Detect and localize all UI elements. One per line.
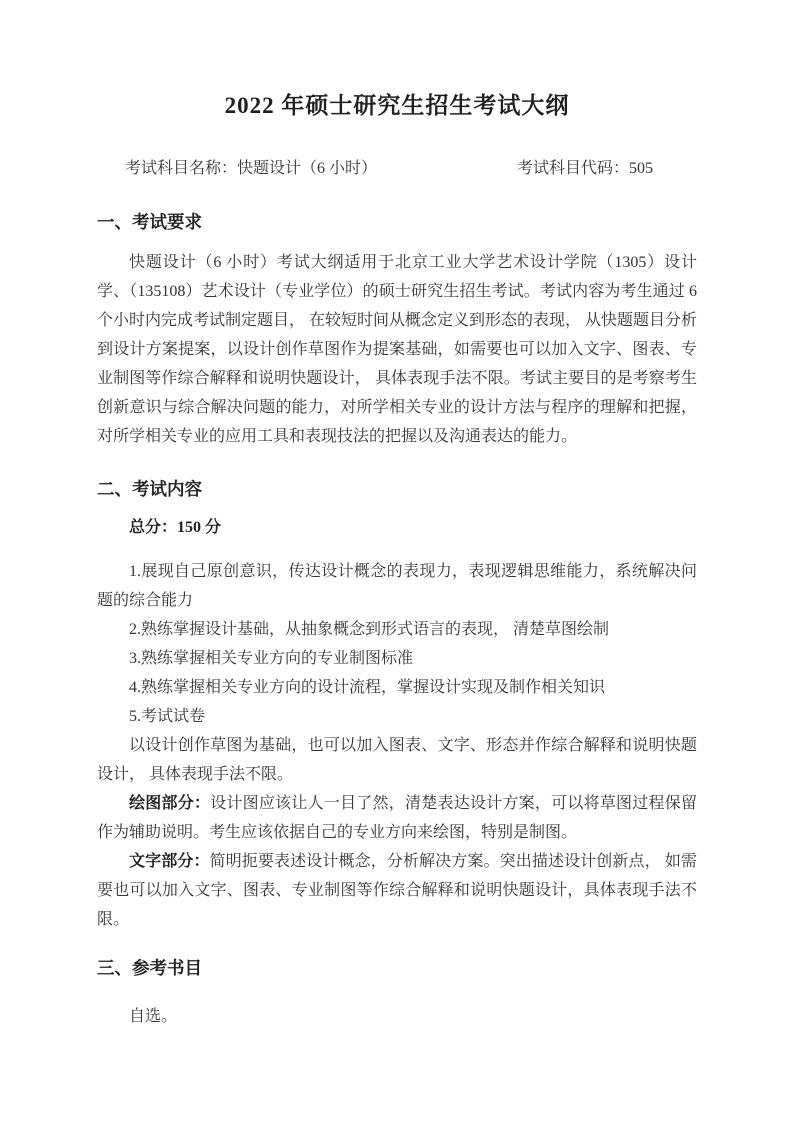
exam-paper-paragraph: 以设计创作草图为基础，也可以加入图表、文字、形态并作综合解释和说明快题设计， 具体表现手法不限。 (97, 737, 697, 783)
text-part-paragraph (97, 847, 697, 934)
references-paragraph: 自选。 (129, 1008, 178, 1025)
text-part-text: 简明扼要表述设计概念，分析解决方案。突出描述设计创新点， 如需要也可以加入文字、图表、专业制图等作综合解释和说明快题设计，具体表现手法不限。 (97, 853, 697, 928)
content-item-5: 5.考试试卷 (129, 708, 206, 725)
section-content-heading: 二、考试内容 (97, 479, 202, 499)
text-part-label: 文字部分： (129, 853, 210, 870)
total-score-text: 总分：150 分 (129, 519, 222, 536)
drawing-part-label: 绘图部分： (129, 795, 211, 812)
drawing-part-text: 设计图应该让人一目了然，清楚表达设计方案，可以将草图过程保留作为辅助说明。考生应该依据自己的专业方向来绘图，特别是制图。 (97, 795, 697, 841)
drawing-part-paragraph (97, 789, 697, 847)
content-item-1: 1.展现自己原创意识，传达设计概念的表现力，表现逻辑思维能力，系统解决问题的综合能力 (97, 563, 697, 609)
content-item-3: 3.熟练掌握相关专业方向的专业制图标准 (129, 650, 414, 667)
content-item-2: 2.熟练掌握设计基础，从抽象概念到形式语言的表现， 清楚草图绘制 (129, 621, 610, 638)
content-item-list (97, 557, 697, 934)
requirements-paragraph: 快题设计（6 小时）考试大纲适用于北京工业大学艺术设计学院（1305）设计学、（135108）艺术设计（专业学位）的硕士研究生招生考试。考试内容为考生通过 6 个小时内完成考试制定题目， 在较短时间从概念定义到形态的表现， 从快题题目分析到设计方案提案，以设计创作草图作为提案基础，如需要也可以加入文字、图表、专业制图等作综合解释和说明快题设计， 具体表现手法不限。考试主要目的是考察考生创新意识与综合解决问题的能力，对所学相关专业的设计方法与程序的理解和把握， 对所学相关专业的应用工具和表现技法的把握以及沟通表达的能力。 (97, 254, 698, 445)
section-references-heading: 三、参考书目 (97, 958, 202, 978)
subject-name-text: 考试科目名称：快题设计（6 小时） (125, 160, 378, 177)
section-requirements-heading: 一、考试要求 (97, 212, 202, 232)
subject-code-text: 考试科目代码：505 (516, 160, 653, 177)
content-item-4: 4.熟练掌握相关专业方向的设计流程，掌握设计实现及制作相关知识 (129, 679, 606, 696)
page-title: 2022 年硕士研究生招生考试大纲 (224, 93, 570, 118)
exam-meta-row (97, 158, 697, 180)
document-content (97, 0, 697, 1031)
